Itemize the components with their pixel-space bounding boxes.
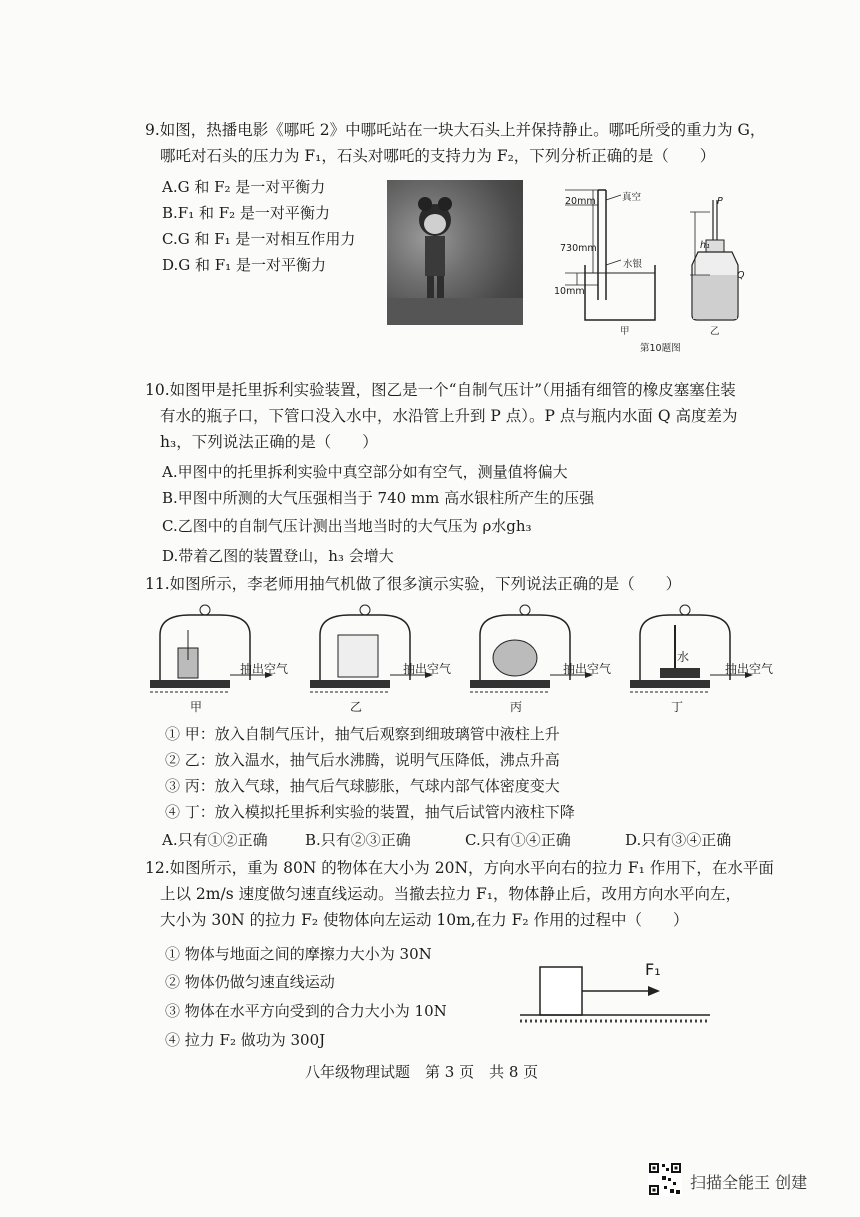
q9-stem-line1: 9.如图，热播电影《哪吒 2》中哪吒站在一块大石头上并保持静止。哪吒所受的重力为 G， (145, 121, 766, 139)
homemade-barometer (680, 200, 750, 330)
bell-jar-jia (150, 600, 290, 700)
pump-label-bing: 抽出空气 (563, 662, 612, 676)
q11-option-d: D.只有③④正确 (625, 831, 732, 849)
q10-stem-line1: 10.如图甲是托里拆利实验装置，图乙是一个“自制气压计”（用插有细管的橡皮塞塞住装 (145, 381, 736, 399)
fig11-label-bing: 丙 (510, 700, 523, 714)
q11-statement-4: ④ 丁：放入模拟托里拆利实验的装置，抽气后试管内液柱下降 (165, 803, 575, 821)
label-jia: 甲 (620, 326, 630, 337)
fig11-label-jia: 甲 (190, 700, 203, 714)
q11-statement-2: ② 乙：放入温水，抽气后水沸腾，说明气压降低，沸点升高 (165, 751, 560, 769)
q10-option-b: B.甲图中所测的大气压强相当于 740 mm 高水银柱所产生的压强 (162, 489, 595, 507)
label-20mm: 20mm (565, 196, 596, 207)
q12-statement-3: ③ 物体在水平方向受到的合力大小为 10N (165, 1002, 447, 1020)
force-label-f1: F₁ (645, 960, 661, 979)
label-10mm: 10mm (554, 286, 585, 297)
bell-jar-yi (310, 600, 450, 700)
nezha-photo (387, 180, 523, 325)
figure-10-caption: 第10题图 (640, 343, 681, 354)
label-yi: 乙 (710, 326, 720, 337)
label-p: P (717, 196, 723, 207)
q12-statement-2: ② 物体仍做匀速直线运动 (165, 973, 335, 991)
qr-code-icon (648, 1162, 682, 1196)
bell-jar-ding (630, 600, 770, 700)
q12-stem-line2: 上以 2m/s 速度做匀速直线运动。当撤去拉力 F₁，物体静止后，改用方向水平向左， (160, 885, 741, 903)
q12-statement-4: ④ 拉力 F₂ 做功为 300J (165, 1031, 326, 1049)
fig11-label-yi: 乙 (350, 700, 363, 714)
q10-stem-line3: h₃，下列说法正确的是（ ） (160, 433, 378, 451)
q11-statement-1: ① 甲：放入自制气压计，抽气后观察到细玻璃管中液柱上升 (165, 725, 560, 743)
q10-stem-line2: 有水的瓶子口，下管口没入水中，水沿管上升到 P 点）。P 点与瓶内水面 Q 高度差为 (160, 407, 738, 425)
page-footer: 八年级物理试题 第 3 页 共 8 页 (305, 1063, 539, 1081)
q12-statement-1: ① 物体与地面之间的摩擦力大小为 30N (165, 945, 432, 963)
q10-option-d: D.带着乙图的装置登山，h₃ 会增大 (162, 547, 394, 565)
pump-label-yi: 抽出空气 (403, 662, 452, 676)
q9-option-a: A.G 和 F₂ 是一对平衡力 (162, 178, 326, 196)
q11-stem: 11.如图所示，李老师用抽气机做了很多演示实验，下列说法正确的是（ ） (145, 575, 682, 593)
q11-option-a: A.只有①②正确 (162, 831, 268, 849)
bell-jar-bing (470, 600, 610, 700)
label-q: Q (737, 270, 745, 281)
block-force-diagram (520, 955, 720, 1035)
q9-stem-line2: 哪吒对石头的压力为 F₁，石头对哪吒的支持力为 F₂，下列分析正确的是（ ） (160, 147, 716, 165)
q11-option-c: C.只有①④正确 (465, 831, 571, 849)
q12-stem-line3: 大小为 30N 的拉力 F₂ 使物体向左运动 10m,在力 F₂ 作用的过程中（ ） (160, 911, 689, 929)
nezha-figure-icon (387, 180, 523, 325)
q11-option-b: B.只有②③正确 (305, 831, 411, 849)
q9-option-c: C.G 和 F₁ 是一对相互作用力 (162, 230, 356, 248)
fig11-label-ding: 丁 (671, 700, 684, 714)
label-730mm: 730mm (560, 243, 597, 254)
q10-option-c: C.乙图中的自制气压计测出当地当时的大气压为 ρ水gh₃ (162, 517, 532, 535)
watermark-brand: 扫描全能王 创建 (690, 1173, 808, 1192)
pump-label-ding: 抽出空气 (725, 662, 774, 676)
q12-stem-line1: 12.如图所示，重为 80N 的物体在大小为 20N，方向水平向右的拉力 F₁ 作用下，在水平面 (145, 859, 774, 877)
label-mercury: 水银 (623, 259, 643, 270)
q11-statement-3: ③ 丙：放入气球，抽气后气球膨胀，气球内部气体密度变大 (165, 777, 560, 795)
pump-label-jia: 抽出空气 (240, 662, 289, 676)
label-h1: h₁ (700, 240, 710, 251)
water-label: 水 (677, 650, 690, 664)
q9-option-d: D.G 和 F₁ 是一对平衡力 (162, 256, 326, 274)
q9-option-b: B.F₁ 和 F₂ 是一对平衡力 (162, 204, 330, 222)
q10-option-a: A.甲图中的托里拆利实验中真空部分如有空气，测量值将偏大 (162, 463, 568, 481)
label-vacuum: 真空 (622, 192, 642, 203)
